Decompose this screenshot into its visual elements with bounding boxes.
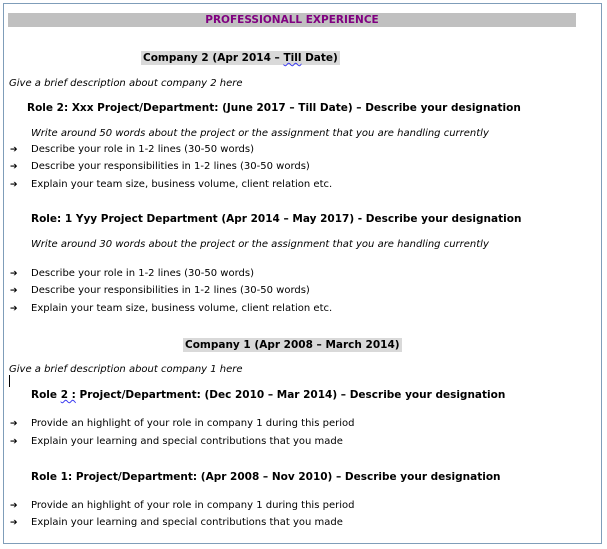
- company-2-description: Give a brief description about company 2 here: [9, 78, 243, 89]
- company-2-heading-suffix: Date): [301, 52, 338, 64]
- list-item-text: Describe your role in 1-2 lines (30-50 words): [31, 144, 254, 155]
- list-item-text: Provide an highlight of your role in company 1 during this period: [31, 500, 355, 511]
- company-2-role-1-summary: Write around 30 words about the project or the assignment that you are handling currently: [31, 239, 489, 250]
- company-1-role-2-title-suffix: Project/Department: (Dec 2010 – Mar 2014) – Describe your designation: [75, 389, 506, 401]
- company-2-heading-spellcheck: Till: [283, 52, 302, 64]
- arrow-bullet-icon: ➔: [10, 180, 18, 190]
- company-2-role-2-title: Role 2: Xxx Project/Department: (June 2017 – Till Date) – Describe your designation: [27, 102, 521, 114]
- company-2-heading: [141, 51, 340, 65]
- arrow-bullet-icon: ➔: [10, 419, 18, 429]
- list-item-text: Explain your team size, business volume, client relation etc.: [31, 179, 333, 190]
- list-item-text: Describe your responsibilities in 1-2 lines (30-50 words): [31, 161, 310, 172]
- company-2-heading-prefix: Company 2 (Apr 2014 –: [143, 52, 284, 64]
- company-1-role-2-title-spellcheck: 2 :: [60, 389, 76, 401]
- arrow-bullet-icon: ➔: [10, 304, 18, 314]
- arrow-bullet-icon: ➔: [10, 269, 18, 279]
- company-1-description: Give a brief description about company 1 here: [9, 364, 243, 375]
- list-item-text: Describe your responsibilities in 1-2 lines (30-50 words): [31, 285, 310, 296]
- arrow-bullet-icon: ➔: [10, 162, 18, 172]
- arrow-bullet-icon: ➔: [10, 437, 18, 447]
- arrow-bullet-icon: ➔: [10, 145, 18, 155]
- company-2-role-2-summary: Write around 50 words about the project or the assignment that you are handling currently: [31, 128, 489, 139]
- arrow-bullet-icon: ➔: [10, 286, 18, 296]
- list-item-text: Explain your learning and special contributions that you made: [31, 517, 343, 528]
- company-1-heading: Company 1 (Apr 2008 – March 2014): [185, 339, 400, 351]
- arrow-bullet-icon: ➔: [10, 518, 18, 528]
- list-item-text: Explain your learning and special contributions that you made: [31, 436, 343, 447]
- company-2-role-1-title: Role: 1 Yyy Project Department (Apr 2014 – May 2017) - Describe your designation: [31, 213, 522, 225]
- section-title: PROFESSIONALL EXPERIENCE: [8, 13, 576, 27]
- list-item-text: Describe your role in 1-2 lines (30-50 words): [31, 268, 254, 279]
- arrow-bullet-icon: ➔: [10, 501, 18, 511]
- list-item-text: Explain your team size, business volume, client relation etc.: [31, 303, 333, 314]
- company-1-role-2-title: [31, 388, 505, 402]
- text-cursor: [9, 375, 10, 387]
- list-item-text: Provide an highlight of your role in company 1 during this period: [31, 418, 355, 429]
- company-1-role-2-title-prefix: Role: [31, 389, 61, 401]
- company-1-role-1-title: Role 1: Project/Department: (Apr 2008 – Nov 2010) – Describe your designation: [31, 471, 501, 483]
